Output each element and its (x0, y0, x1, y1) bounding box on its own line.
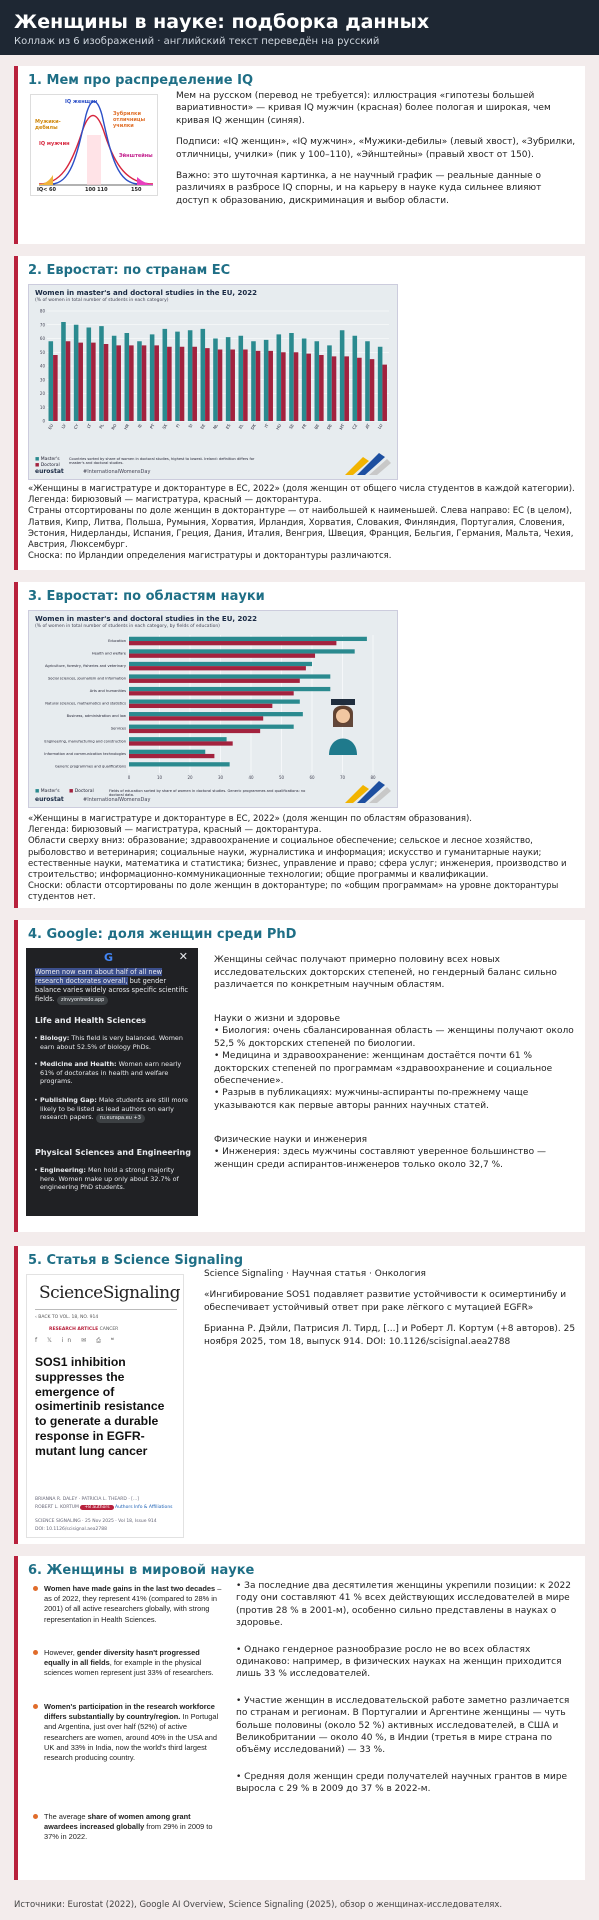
category-label: Information and communication technologies (44, 751, 126, 756)
chart-title: Women in master's and doctoral studies in the EU, 2022 (35, 615, 257, 623)
intro-highlight: Women now earn about half of all new research doctorates overall, (35, 968, 163, 985)
bar (378, 347, 383, 421)
bullet-title: Publishing Gap: (40, 1096, 97, 1104)
share-icons[interactable]: f 𝕏 in ✉ ⎙ ❝ (35, 1337, 119, 1344)
bar (129, 345, 134, 421)
bar (129, 737, 227, 741)
paragraph: • Однако гендерное разнообразие росло не во всех областях одинаково: например, в физических науках на женщин приходится лишь 33 % исследователей. (236, 1644, 562, 1680)
bar (243, 350, 248, 422)
page-header (0, 0, 599, 55)
bar (53, 355, 58, 421)
bullet-text: In Portugal and Argentina, just over half (52%) of active researchers are women, around 40% in the USA and UK and 33% in India, now the world's third largest research producing country. (44, 1712, 219, 1763)
tick-label: 20 (187, 775, 193, 780)
world-bullet (44, 1584, 222, 1625)
category-label: CY (72, 423, 80, 430)
bar (226, 337, 231, 421)
graduate-illustration (323, 697, 363, 757)
paragraph: Важно: это шуточная картинка, а не научный график — реальные данные о различиях в разбросе IQ спорны, и на карьеру в науке куда сильнее влияют доступ к образованию, дискриминация и выбор области. (176, 171, 542, 206)
section-title: 5. Статья в Science Signaling (28, 1253, 244, 1268)
category-label: EL (237, 423, 245, 430)
overview-intro (35, 968, 189, 1005)
author-name: ROBERT L. KORTUM (35, 1505, 79, 1510)
hashtag: #InternationalWomensDay (83, 797, 151, 803)
bar (344, 356, 349, 421)
note-line: Сноски: области отсортированы по доле женщин в докторантуре; по «общим программам» на уровне докторантуры студентов нет. (28, 881, 559, 903)
section-notes (28, 814, 578, 904)
bullet-text: from 29% in 2009 to 37% in 2022. (44, 1822, 213, 1842)
chart-footnote: Fields of education sorted by share of women in doctoral studies. Generic programmes and qualifications: no doctoral data. (109, 789, 306, 797)
paragraph: • Участие женщин в исследовательской работе заметно различается по странам и регионам. В Португалии и Аргентине женщины — чуть больше половины (около 52 %) активных исследователей, в США и Великобритании — около 40 %, в Индии (третья в мире страна по объёму исследований) — 33 %. (236, 1695, 570, 1756)
label-iq-60: IQ< 60 (37, 187, 56, 193)
tick-label: 80 (39, 308, 45, 314)
label-nerds: Зубрилки отличницы училки (113, 111, 146, 129)
overview-heading: Physical Sciences and Engineering (35, 1148, 191, 1157)
paragraph: Женщины сейчас получают примерно половину всех новых исследовательских докторских степеней, но гендерный баланс сильно различается по конкретным научным областям. (214, 955, 557, 991)
bar (112, 336, 117, 421)
bar (353, 336, 358, 421)
bar (74, 325, 79, 421)
category-label: HU (274, 423, 283, 431)
tick-label: 30 (39, 377, 45, 383)
author-line: BRIANNA R. DALEY · PATRICIA L. THEARD · [...] (35, 1497, 139, 1502)
authors-info-link[interactable]: Authors Info & Affiliations (115, 1505, 173, 1510)
bar (188, 330, 193, 421)
tick-label: 30 (217, 775, 224, 780)
paragraph: Подписи: «IQ женщин», «IQ мужчин», «Мужики-дебилы» (левый хвост), «Зубрилки, отличницы, училки» (пик у 100–110), «Эйнштейны» (правый хвост от 150). (176, 137, 576, 160)
bar (129, 712, 303, 716)
category-label: NL (211, 423, 219, 431)
note-line: Страны отсортированы по доле женщин в докторантуре — от наибольшей к наименьшей. Слева направо: ЕС (в целом), Латвия, Кипр, Литва, Польша, Румыния, Хорватия, Ирландия, Хорватия, Словакия, Финляндия, Португалия, Словения, Эстония, Нидерланды, Испания, Греция, Дания, Италия, Венгрия, Швеция, Франция, Бельгия, Германия, Мальта, Чехия, Австрия, Люксембург. (28, 506, 574, 551)
bar (116, 345, 121, 421)
category-label: FR (300, 423, 308, 430)
bar (129, 674, 330, 678)
sources-footer: Источники: Eurostat (2022), Google AI Overview, Science Signaling (2025), обзор о женщинах-исследователях. (14, 1900, 503, 1910)
country-bars-svg (33, 303, 393, 463)
category-label: Services (110, 726, 126, 731)
source-chip[interactable]: zinvyontredo.app (57, 996, 108, 1005)
bullet-text: This field is very balanced. Women earn about 52.5% of biology PhDs. (40, 1034, 183, 1051)
section-women-world (14, 1556, 585, 1880)
tick-label: 0 (42, 418, 45, 424)
category-label: SK (161, 423, 169, 430)
ribbon-decoration (343, 775, 393, 805)
bullet-bold: Women's participation in the research workforce differs substantially by country/region. (44, 1702, 215, 1722)
category-label: PL (98, 423, 105, 430)
note-line: «Женщины в магистратуре и докторантуре в ЕС, 2022» (доля женщин от общего числа студентов в каждой категории). (28, 484, 575, 494)
bar (129, 762, 230, 766)
category-label: LU (376, 423, 384, 430)
legend-masters: ■ Master's (35, 457, 60, 462)
bar (125, 333, 130, 421)
overview-heading: Life and Health Sciences (35, 1016, 146, 1025)
label-iq-women: IQ женщин (65, 99, 98, 105)
world-bullet (44, 1812, 222, 1843)
bullet-dot (33, 1586, 38, 1591)
category-label: Natural sciences, mathematics and statistics (45, 701, 126, 706)
paragraph: Мем на русском (перевод не требуется): иллюстрация «гипотезы большей вариативности» — кривая IQ мужчин (красная) более пологая и широкая, чем кривая IQ женщин (синяя). (176, 91, 551, 126)
bar (213, 339, 218, 422)
intro-rest: but gender balance varies widely across specific scientific fields. (35, 977, 188, 1003)
section-text (236, 1580, 576, 1796)
section-google-phd (14, 920, 585, 1232)
bullet-dot (33, 1650, 38, 1655)
bar (251, 341, 256, 421)
section-title: 1. Мем про распределение IQ (28, 73, 254, 88)
bar (264, 340, 269, 421)
category-label: Health and welfare (91, 651, 126, 656)
section-eurostat-countries (14, 256, 585, 570)
bar (129, 662, 312, 666)
category-label: Agriculture, forestry, fisheries and veterinary (44, 663, 126, 668)
bar (129, 666, 306, 670)
bar (256, 351, 261, 421)
bar (319, 355, 324, 421)
section-notes (28, 484, 578, 562)
science-signaling-logo: ScienceSignaling (39, 1283, 180, 1303)
bullet-dot (33, 1704, 38, 1709)
category-label: SI (187, 423, 194, 429)
bullet-text: Women earn nearly 61% of doctorates in health and welfare programs. (40, 1060, 182, 1086)
bar (180, 347, 185, 421)
bar (327, 345, 332, 421)
bar (340, 330, 345, 421)
google-ai-overview-panel (26, 948, 198, 1216)
bar (205, 348, 210, 421)
back-link[interactable]: ‹ BACK TO VOL. 18, NO. 914 (35, 1315, 99, 1320)
eurostat-logo: eurostat (35, 796, 64, 803)
category-label: EU (47, 423, 55, 431)
legend-masters-label: Master's (40, 789, 60, 794)
category-label: FI (174, 423, 181, 429)
tick-label: 50 (39, 349, 45, 355)
section-iq-meme (14, 66, 585, 244)
paragraph: • Средняя доля женщин среди получателей научных грантов в мире выросла с 29 % в 2009 до 37 % в 2022-м. (236, 1771, 568, 1795)
legend-doctoral-label: Doctoral (40, 463, 60, 468)
category-label: HR (122, 423, 131, 431)
chart-subtitle: (% of women in total number of students in each category) (35, 298, 169, 303)
section-title: 3. Евростат: по областям науки (28, 589, 265, 604)
legend-doctoral-label: Doctoral (74, 789, 94, 794)
label-iq-men: IQ мужчин (39, 141, 70, 147)
note-line: Сноска: по Ирландии определения магистратуры и докторантуры различаются. (28, 551, 392, 562)
bar (239, 336, 244, 421)
bar (129, 699, 300, 703)
bar (129, 637, 367, 641)
bar (66, 341, 71, 421)
category-label: MT (338, 423, 346, 431)
bar (218, 350, 223, 422)
bar (129, 641, 336, 645)
bar (150, 334, 155, 421)
bar (302, 339, 307, 422)
label-einsteins: Эйнштейны (119, 153, 153, 159)
author-line-2 (35, 1505, 173, 1510)
label-dumbbells: Мужики-дебилы (35, 119, 61, 131)
tick-label: 20 (39, 391, 45, 396)
overview-bullet (40, 1096, 190, 1123)
bar (129, 654, 315, 658)
category-label: IE (136, 423, 143, 429)
source-chip[interactable]: ru.eurapa.eu +3 (96, 1114, 145, 1123)
note-line: Легенда: бирюзовый — магистратура, красный — докторантура. (28, 495, 322, 506)
world-bullet (44, 1702, 222, 1763)
legend-doctoral: ■ Doctoral (69, 789, 94, 794)
bar (306, 354, 311, 421)
close-icon[interactable]: ✕ (178, 950, 188, 963)
bar (61, 322, 66, 421)
iq-meme-image (30, 94, 158, 196)
tick-label: 40 (248, 775, 254, 780)
bar (294, 352, 299, 421)
google-g-icon: G (104, 951, 114, 964)
chart-footnote: Countries sorted by share of women in doctoral studies, highest to lowest. Ireland: definition differs for master's and doctoral studies. (69, 457, 255, 465)
bar (281, 352, 286, 421)
tick-label: 10 (156, 775, 163, 780)
eurostat-fields-chart (28, 610, 398, 808)
bar (129, 729, 260, 733)
back-link-label: BACK TO VOL. 18, NO. 914 (38, 1315, 99, 1320)
bar (129, 679, 300, 683)
label-iq-150: 150 (131, 187, 142, 193)
bullet-bold: Women have made gains in the last two decades (44, 1584, 216, 1593)
tick-label: 0 (127, 775, 131, 780)
note-line: Области сверху вниз: образование; здравоохранение и социальное обеспечение; сельское и лесное хозяйство, рыболовство и ветеринария; социальные науки, журналистика и информация; искусство и гуманитарные науки; естественные науки, математика и статистика; бизнес, управление и право; сфера услуг; инженерия, производство и строительство; информационно-коммуникационные технологии; общие программы и квалификации. (28, 836, 567, 881)
bullet-text: Male students are still more likely to be listed as lead authors on early research papers. (40, 1096, 188, 1122)
bullet-text: – as of 2022, they represent 41% (compared to 28% in 2001) of all active researchers globally, with strong representation in Health Sciences. (44, 1584, 222, 1624)
bar (129, 691, 294, 695)
article-meta (49, 1327, 118, 1332)
article-meta-text: Science Signaling · Научная статья · Онкология (204, 1269, 426, 1279)
category-label: Business, administration and law (66, 714, 126, 719)
bar (137, 341, 142, 421)
ribbon-decoration (343, 447, 393, 477)
category-label: SE (287, 423, 295, 430)
tick-label: 70 (339, 775, 346, 780)
category-label: BE (313, 423, 321, 431)
bullet-bold: gender diversity hasn't progressed equally in all fields (44, 1648, 200, 1668)
bar (163, 329, 168, 421)
category-label: AT (364, 423, 371, 430)
bullet-lead: The average (44, 1812, 88, 1821)
bar (332, 356, 337, 421)
bar (91, 343, 96, 421)
doi-line: DOI: 10.1126/scisignal.aea2788 (35, 1527, 107, 1532)
bar (129, 687, 330, 691)
tick-label: 50 (278, 775, 285, 780)
bar (87, 328, 92, 422)
bar (154, 345, 159, 421)
article-type: RESEARCH ARTICLE (49, 1327, 99, 1332)
tick-label: 80 (370, 775, 376, 780)
category-label: EE (199, 423, 207, 430)
category-label: Generic programmes and qualifications (54, 764, 126, 769)
legend-masters-label: Master's (40, 457, 60, 462)
hashtag: #InternationalWomensDay (83, 469, 151, 475)
bar (382, 365, 387, 421)
bar (129, 716, 263, 720)
bullet-bold: share of women among grant awardees increased globally (44, 1812, 191, 1832)
section-text (176, 90, 576, 207)
article-quote: «Ингибирование SOS1 подавляет развитие устойчивости к осимертинибу и обеспечивает устойчивый ответ при раке лёгкого с мутацией EGFR» (204, 1290, 567, 1313)
category-label: CZ (351, 423, 359, 431)
section-title: 2. Евростат: по странам ЕС (28, 263, 231, 278)
bar (129, 750, 205, 754)
bullet-title: Engineering: (40, 1166, 86, 1174)
bullet-lead: However, (44, 1648, 77, 1657)
category-label: Arts and humanities (89, 689, 126, 694)
section-title: 6. Женщины в мировой науке (28, 1563, 255, 1578)
category-label: DK (249, 423, 257, 431)
section-text (204, 1268, 576, 1348)
article-title: SOS1 inhibition suppresses the emergence of osimertinib resistance to generate a durable response in EGFR-mutant lung cancer (35, 1355, 165, 1458)
category-label: ES (224, 423, 232, 430)
bullet-title: Biology: (40, 1034, 70, 1042)
bullet-title: Medicine and Health: (40, 1060, 117, 1068)
article-area: CANCER (99, 1327, 119, 1332)
chart-title: Women in master's and doctoral studies in the EU, 2022 (35, 289, 257, 297)
bullet-dot (33, 1814, 38, 1819)
bar (129, 741, 233, 745)
bar (365, 341, 370, 421)
eurostat-country-chart (28, 284, 398, 480)
category-label: Engineering, manufacturing and construction (44, 739, 126, 744)
legend-doctoral: ■ Doctoral (35, 463, 60, 468)
bar (167, 347, 172, 421)
bar (277, 334, 282, 421)
bar (175, 332, 180, 421)
category-label: IT (263, 423, 270, 429)
label-iq-100: 100 110 (85, 187, 108, 193)
category-label: LT (85, 423, 93, 430)
category-label: Education (108, 638, 126, 643)
note-line: «Женщины в магистратуре и докторантуре в ЕС, 2022» (доля женщин по областям образования). (28, 814, 472, 824)
divider (35, 1309, 177, 1310)
publication-line: SCIENCE SIGNALING · 25 Nov 2025 · Vol 18, Issue 914 (35, 1519, 157, 1524)
legend-masters: ■ Master's (35, 789, 60, 794)
bar (129, 704, 272, 708)
bar (268, 351, 273, 421)
category-label: LV (60, 423, 67, 430)
bar (142, 345, 147, 421)
tick-label: 60 (309, 775, 315, 780)
panel-topbar (26, 948, 198, 966)
tick-label: 40 (39, 363, 45, 369)
overview-bullet (40, 1060, 190, 1086)
bar (129, 649, 355, 653)
bar (201, 329, 206, 421)
tick-label: 70 (39, 322, 45, 328)
overview-bullet (40, 1166, 190, 1192)
bullet-text: Men hold a strong majority here. Women make up only about 32.7% of engineering PhD students. (40, 1166, 179, 1192)
tick-label: 10 (39, 404, 45, 410)
article-screenshot (26, 1274, 184, 1538)
section-science-signaling (14, 1246, 585, 1544)
overview-bullet (40, 1034, 190, 1051)
category-label: RO (110, 423, 118, 431)
authors-badge[interactable]: +8 authors (80, 1505, 113, 1510)
tick-label: 60 (39, 336, 45, 341)
category-label: PT (148, 423, 156, 430)
bar (129, 725, 294, 729)
paragraph: Науки о жизни и здоровье • Биология: очень сбалансированная область — женщины получают около 52,5 % докторских степеней по биологии. • Медицина и здравоохранение: женщинам достаётся почти 61 % докторских степеней по программам «здравоохранение и социальное обеспечение». • Разрыв в публикациях: мужчины-аспиранты по-прежнему чаще указываются как первые авторы ранних научных статей. (214, 1014, 574, 1111)
bar (49, 341, 54, 421)
chart-subtitle: (% of women in total number of students in each category, by fields of education) (35, 624, 220, 629)
bar (230, 350, 235, 422)
category-label: DE (325, 423, 333, 431)
section-eurostat-fields (14, 582, 585, 908)
bar (99, 326, 104, 421)
paragraph: Физические науки и инженерия • Инженерия: здесь мужчины составляют уверенное большинство — женщин среди аспирантов-инженеров только около 32,7 %. (214, 1134, 546, 1170)
peak-fill (87, 135, 101, 185)
bar (78, 343, 83, 421)
article-citation: Брианна Р. Дэйли, Патрисия Л. Тирд, [...] и Роберт Л. Кортум (+8 авторов). 25 ноября 2025, том 18, выпуск 914. DOI: 10.1126/scisignal.aea2788 (204, 1324, 576, 1347)
bar (370, 359, 375, 421)
paragraph: • За последние два десятилетия женщины укрепили позиции: к 2022 году они составляют 41 % всех действующих исследователей в мире (против 28 % в 2001-м), особенно сильно представлены в науках о здоровье. (236, 1581, 571, 1629)
eurostat-logo: eurostat (35, 468, 64, 475)
bar (104, 344, 109, 421)
bullet-text: , for example in the physical sciences women represent just 33% of researchers. (44, 1658, 214, 1678)
page-subtitle: Коллаж из 6 изображений · английский текст переведён на русский (14, 36, 380, 47)
category-label: Social sciences, journalism and information (47, 676, 126, 681)
section-text (214, 942, 576, 1183)
bar (315, 341, 320, 421)
bar (289, 333, 294, 421)
note-line: Легенда: бирюзовый — магистратура, красный — докторантура. (28, 825, 322, 836)
bar (357, 358, 362, 421)
section-title: 4. Google: доля женщин среди PhD (28, 927, 297, 942)
world-bullet (44, 1648, 222, 1679)
bar (129, 754, 214, 758)
page-title: Женщины в науке: подборка данных (14, 11, 430, 33)
bar (192, 347, 197, 421)
